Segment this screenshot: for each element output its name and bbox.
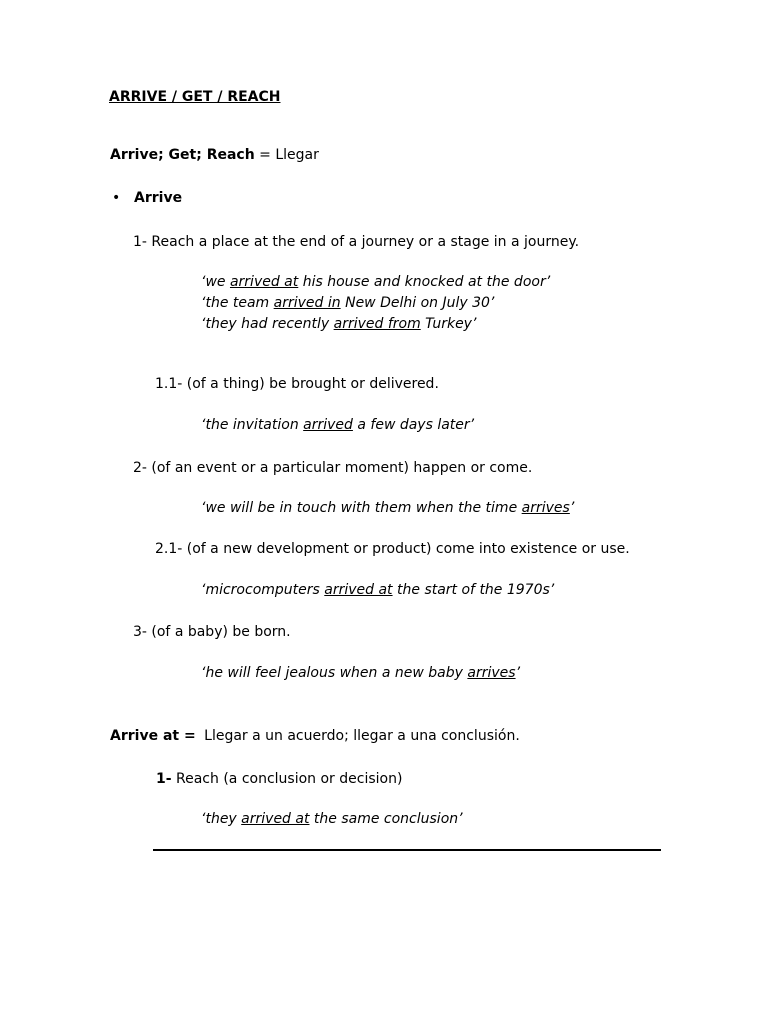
arrive-at-term: Arrive at = <box>110 728 196 744</box>
example-text: a few days later’ <box>352 417 475 433</box>
example-keyword: arrived at <box>229 274 299 290</box>
intro-words: Arrive; Get; Reach <box>110 147 255 163</box>
example-1-1 <box>201 416 474 434</box>
example-2 <box>201 499 574 517</box>
example-text: ‘we <box>201 274 230 290</box>
bullet-icon: • <box>112 190 121 206</box>
example-text: ‘we will be in touch with them when the time <box>201 500 522 516</box>
example-1c <box>201 315 476 333</box>
definition-1-1: 1.1- (of a thing) be brought or delivered. <box>155 376 439 392</box>
definition-1: 1- Reach a place at the end of a journey or a stage in a journey. <box>133 234 580 250</box>
definition-arrive-at-1 <box>156 770 402 788</box>
example-arrive-at-1 <box>201 810 463 828</box>
example-text: the start of the 1970s’ <box>392 582 555 598</box>
example-keyword: arrived at <box>324 582 393 598</box>
horizontal-rule <box>153 849 661 851</box>
example-3 <box>201 664 520 682</box>
example-keyword: arrives <box>467 665 516 681</box>
example-text: Turkey’ <box>420 316 477 332</box>
example-text: ‘he will feel jealous when a new baby <box>201 665 468 681</box>
example-text: ’ <box>569 500 575 516</box>
example-1a <box>201 273 550 291</box>
intro-line <box>110 146 319 164</box>
example-keyword: arrived <box>303 417 353 433</box>
section-heading-arrive: Arrive <box>134 190 183 206</box>
definition-text: Reach (a conclusion or decision) <box>171 771 403 787</box>
example-text: ‘they had recently <box>201 316 334 332</box>
intro-translation: = Llegar <box>259 147 319 163</box>
example-1b <box>201 294 494 312</box>
definition-number: 1- <box>156 771 172 787</box>
arrive-at-translation: Llegar a un acuerdo; llegar a una conclusión. <box>204 728 520 744</box>
example-keyword: arrived from <box>333 316 421 332</box>
example-text: the same conclusion’ <box>309 811 463 827</box>
example-text: New Delhi on July 30’ <box>340 295 495 311</box>
definition-2: 2- (of an event or a particular moment) happen or come. <box>133 460 533 476</box>
definition-3: 3- (of a baby) be born. <box>133 624 291 640</box>
example-text: ‘the team <box>201 295 274 311</box>
example-keyword: arrived in <box>273 295 341 311</box>
example-keyword: arrives <box>521 500 570 516</box>
example-text: ‘they <box>201 811 242 827</box>
example-keyword: arrived at <box>241 811 310 827</box>
example-2-1 <box>201 581 554 599</box>
example-text: his house and knocked at the door’ <box>298 274 551 290</box>
example-text: ’ <box>515 665 521 681</box>
arrive-at-line <box>110 727 520 745</box>
definition-2-1: 2.1- (of a new development or product) come into existence or use. <box>155 541 630 557</box>
example-text: ‘the invitation <box>201 417 304 433</box>
example-text: ‘microcomputers <box>201 582 325 598</box>
page-title: ARRIVE / GET / REACH <box>109 89 281 105</box>
